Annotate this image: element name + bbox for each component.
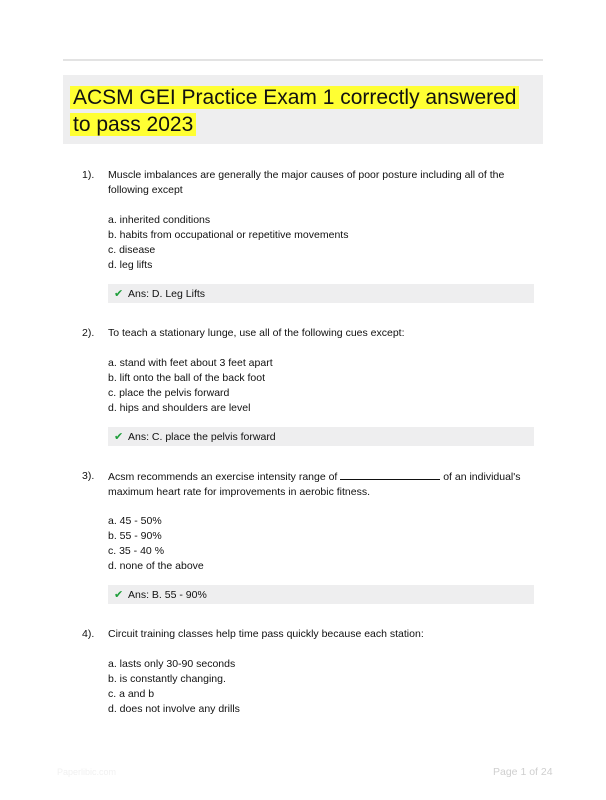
option-b: b. is constantly changing. <box>108 673 226 685</box>
answer-text: Ans: C. place the pelvis forward <box>128 431 276 443</box>
question-stem: Muscle imbalances are generally the major causes of poor posture including all of the following except <box>108 169 505 196</box>
option-a: a. 45 - 50% <box>108 515 162 527</box>
option-b: b. 55 - 90% <box>108 530 162 542</box>
option-d: d. leg lifts <box>108 259 153 271</box>
question-number: 3). <box>82 470 95 482</box>
option-c: c. disease <box>108 244 156 256</box>
check-icon: ✔ <box>114 430 124 443</box>
answer-box <box>108 585 534 604</box>
page-number: Page 1 of 24 <box>493 766 553 778</box>
question-stem-after: of an individual's maximum heart rate for improvements in aerobic fitness. <box>108 471 521 498</box>
question-stem: Circuit training classes help time pass quickly because each station: <box>108 628 424 640</box>
answer-text: Ans: B. 55 - 90% <box>128 589 207 601</box>
option-d: d. does not involve any drills <box>108 703 240 715</box>
option-b: b. habits from occupational or repetitive movements <box>108 229 349 241</box>
option-b: b. lift onto the ball of the back foot <box>108 372 266 384</box>
answer-box <box>108 284 534 303</box>
option-list <box>108 356 538 416</box>
fill-in-blank <box>340 469 440 480</box>
question-number: 2). <box>82 327 95 339</box>
question-stem <box>108 469 538 500</box>
top-divider <box>63 59 543 61</box>
question-number: 1). <box>82 169 95 181</box>
option-d: d. none of the above <box>108 560 204 572</box>
question-number: 4). <box>82 628 95 640</box>
option-a: a. lasts only 30-90 seconds <box>108 658 236 670</box>
question-stem: To teach a stationary lunge, use all of the following cues except: <box>108 327 405 339</box>
answer-box <box>108 427 534 446</box>
option-c: c. place the pelvis forward <box>108 387 230 399</box>
option-list <box>108 657 538 717</box>
check-icon: ✔ <box>114 588 124 601</box>
check-icon: ✔ <box>114 287 124 300</box>
option-a: a. inherited conditions <box>108 214 211 226</box>
answer-text: Ans: D. Leg Lifts <box>128 288 206 300</box>
option-c: c. a and b <box>108 688 155 700</box>
footer-watermark: Paperlibic.com <box>57 767 117 777</box>
option-d: d. hips and shoulders are level <box>108 402 251 414</box>
option-list <box>108 514 538 574</box>
option-c: c. 35 - 40 % <box>108 545 165 557</box>
option-a: a. stand with feet about 3 feet apart <box>108 357 273 369</box>
title-highlight: ACSM GEI Practice Exam 1 correctly answered to pass 2023 <box>70 86 519 136</box>
option-list <box>108 213 538 273</box>
page-title <box>70 84 530 138</box>
question-stem-before: Acsm recommends an exercise intensity range of <box>108 471 338 483</box>
